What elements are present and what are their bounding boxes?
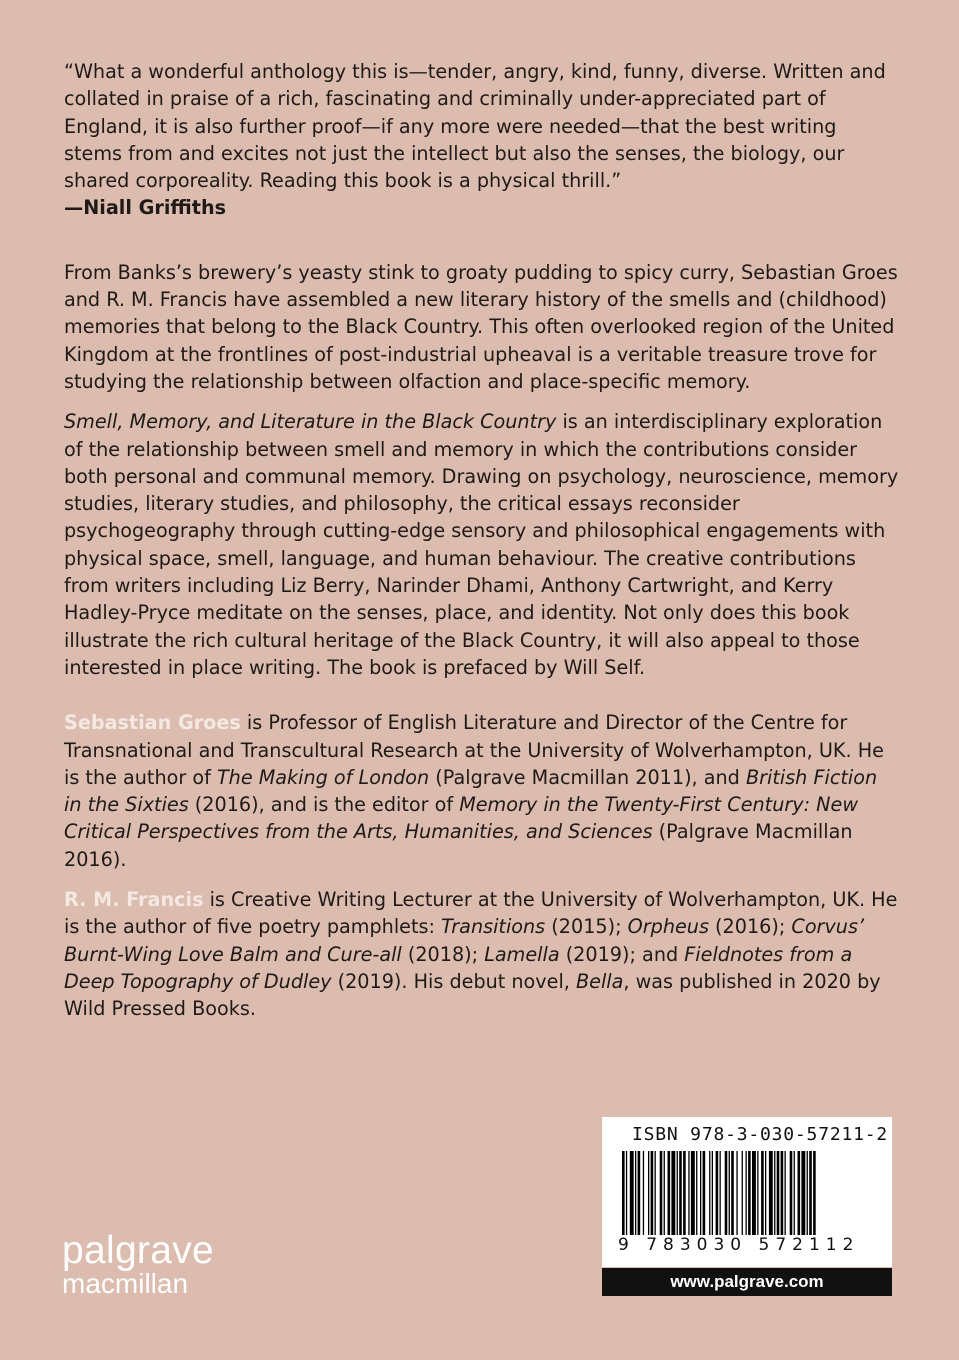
barcode-bar — [622, 1151, 625, 1235]
back-cover-text — [64, 58, 899, 1036]
barcode-bar — [691, 1151, 695, 1235]
barcode-bar — [664, 1151, 665, 1235]
author-name-francis: R. M. Francis — [64, 888, 204, 912]
barcode-bar — [731, 1151, 734, 1235]
barcode-bar — [769, 1151, 773, 1235]
book-title: Smell, Memory, and Literature in the Black Country — [64, 410, 557, 434]
barcode-bar — [725, 1151, 728, 1235]
logo-wordmark-macmillan: macmillan — [62, 1268, 189, 1299]
barcode-bar — [655, 1151, 656, 1235]
barcode-bar — [813, 1151, 816, 1235]
barcode-bar — [765, 1151, 766, 1235]
palgrave-macmillan-logo — [62, 1229, 215, 1299]
barcode-bar — [668, 1151, 671, 1235]
barcode-bar — [638, 1151, 641, 1235]
barcode-bar — [677, 1151, 678, 1235]
author-name-groes: Sebastian Groes — [64, 711, 241, 735]
barcode-bar — [746, 1151, 747, 1235]
logo-wordmark-palgrave: palgrave — [62, 1229, 215, 1272]
barcode-bar — [736, 1151, 737, 1235]
barcode-bar — [679, 1151, 682, 1235]
barcode-bar — [752, 1151, 756, 1235]
publisher-url: www.palgrave.com — [602, 1268, 892, 1296]
barcode-bar — [785, 1151, 786, 1235]
bio-groes: Sebastian Groes is Professor of English Literature and Director of the Centre for Transnational and Transcultural Research at the University of Wolverhampton, UK. He is the author of The Making of London (Palgrave Macmillan 2011), and British Fiction in the Sixties (2016), and is the editor of Memory in the Twenty-First Century: New Critical Perspectives from the Arts, Humanities, and Sciences (Palgrave Macmillan 2016). — [64, 711, 884, 871]
barcode-bar — [696, 1151, 697, 1235]
barcode-bar — [757, 1151, 758, 1235]
barcode-bar — [809, 1151, 812, 1235]
endorsement-attribution: —Niall Griffiths — [64, 196, 227, 220]
book-description — [64, 259, 899, 681]
isbn-label: ISBN 978-3-030-57211-2 — [632, 1124, 889, 1145]
barcode-bar — [703, 1151, 706, 1235]
barcode-bar — [626, 1151, 627, 1235]
barcode-bar — [683, 1151, 686, 1235]
barcode-bar — [798, 1151, 801, 1235]
barcode-bar — [648, 1151, 649, 1235]
barcode-panel — [602, 1117, 892, 1267]
barcode-bar — [643, 1151, 644, 1235]
barcode-bar — [720, 1151, 721, 1235]
barcode-bar — [742, 1151, 743, 1235]
description-paragraph-1: From Banks’s brewery’s yeasty stink to groaty pudding to spicy curry, Sebastian Groes and R. M. Francis have assembled a new literary history of the smells and (childhood) memories that belong to the Black Country. This often overlooked region of the United Kingdom at the frontlines of post-industrial upheaval is a veritable treasure trove for studying the relationship between olfaction and place-specific memory. — [64, 260, 898, 393]
barcode-bar — [630, 1151, 634, 1235]
barcode-bar — [635, 1151, 636, 1235]
barcode-icon — [622, 1151, 872, 1235]
barcode-bar — [790, 1151, 793, 1235]
barcode-bar — [777, 1151, 780, 1235]
barcode-bar — [781, 1151, 784, 1235]
barcode-bar — [729, 1151, 730, 1235]
barcode-bar — [748, 1151, 751, 1235]
barcode-bar — [700, 1151, 701, 1235]
barcode-bar — [801, 1151, 805, 1235]
author-bios — [64, 709, 899, 1022]
description-paragraph-2: Smell, Memory, and Literature in the Black Country is an interdisciplinary exploration of the relationship between smell and memory in which the contributions consider both personal and communal memory. Drawing on psychology, neuroscience, memory studies, literary studies, and philosophy, the critical essays reconsider psychogeography through cutting-edge sensory and philosophical engagements with physical space, smell, language, and human behaviour. The creative contributions from writers including Liz Berry, Narinder Dhami, Anthony Cartwright, and Kerry Hadley-Pryce meditate on the senses, place, and identity. Not only does this book illustrate the rich cultural heritage of the Black Country, it will also appeal to those interested in place writing. The book is prefaced by Will Self. — [64, 410, 899, 679]
barcode-bar — [774, 1151, 775, 1235]
barcode-bar — [712, 1151, 713, 1235]
barcode-bar — [660, 1151, 663, 1235]
barcode-bar — [671, 1151, 675, 1235]
barcode-digits: 9 783030 572112 — [618, 1235, 860, 1255]
barcode-bar — [807, 1151, 808, 1235]
barcode-bar — [688, 1151, 689, 1235]
endorsement — [64, 58, 899, 222]
endorsement-quote: “What a wonderful anthology this is—tender, angry, kind, funny, diverse. Written and collated in praise of a rich, fascinating and criminally under-appreciated part of England, it is also further proof—if any more were needed—that the best writing stems from and excites not just the intellect but also the senses, the biology, our shared corporeality. Reading this book is a physical thrill.” — [64, 60, 886, 193]
barcode-bar — [709, 1151, 710, 1235]
barcode-bar — [794, 1151, 795, 1235]
barcode-bar — [651, 1151, 654, 1235]
barcode-bar — [716, 1151, 719, 1235]
bio-francis: R. M. Francis is Creative Writing Lecturer at the University of Wolverhampton, UK. He is the author of five poetry pamphlets: Transitions (2015); Orpheus (2016); Corvus’ Burnt-Wing Love Balm and Cure-all (2018); Lamella (2019); and Fieldnotes from a Deep Topography of Dudley (2019). His debut novel, Bella, was published in 2020 by Wild Pressed Books. — [64, 888, 898, 1021]
barcode-bar — [761, 1151, 764, 1235]
